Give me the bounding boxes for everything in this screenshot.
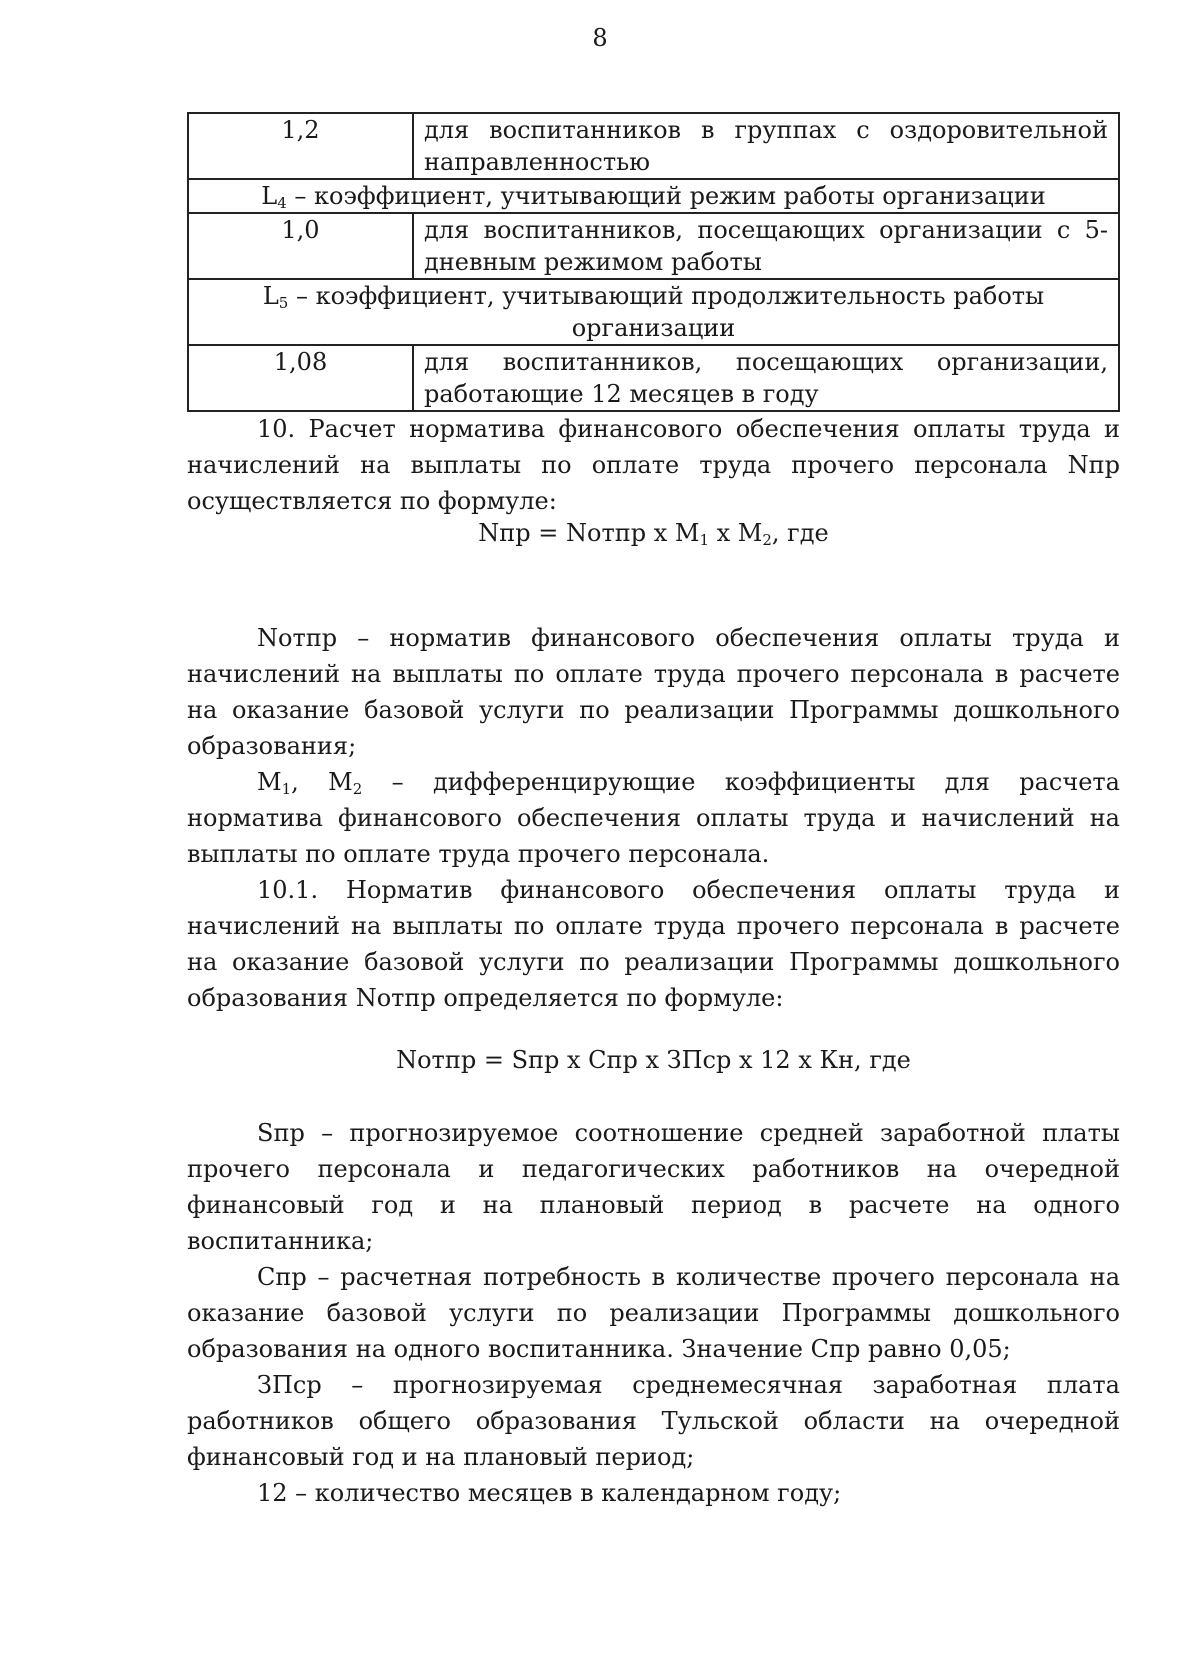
formula-notpr-text: Nотпр = Sпр x Cпр x ЗПср x 12 x Кн, где [396,1046,911,1074]
table-section-header [188,179,1119,213]
spr-definition: Sпр – прогнозируемое соотношение средней заработной платы прочего персонала и педагогических работников на очередной финансовый год и на плановый период в расчете на одного воспитанника; [187,1119,1120,1255]
coefficient-value: 1,2 [188,113,413,179]
coefficient-description: для воспитанников, посещающих организации с 5-дневным режимом работы [413,213,1119,279]
coefficient-value: 1,08 [188,345,413,411]
definition-part: – дифференцирующие коэффициенты для расчета норматива финансового обеспечения оплаты труда и начислений на выплаты по оплате труда прочего персонала. [187,768,1120,868]
section-10-block [187,411,1120,519]
cpr-definition: Cпр – расчетная потребность в количестве прочего персонала на оказание базовой услуги по реализации Программы дошкольного образования на одного воспитанника. Значение Cпр равно 0,05; [187,1263,1120,1363]
definitions-block-1 [187,620,1120,1016]
definitions-block-2 [187,1115,1120,1511]
coefficient-table [187,112,1120,412]
coefficient-subscript: 4 [277,194,287,212]
formula-notpr [187,1042,1120,1078]
coefficient-description: для воспитанников, посещающих организации, работающие 12 месяцев в году [413,345,1119,411]
page-number: 8 [592,24,608,52]
table-row [188,345,1119,411]
m-coefficients-definition [187,764,1120,872]
coefficient-description: для воспитанников в группах с оздоровительной направленностью [413,113,1119,179]
definition-part: M [257,768,282,796]
section-header-text: – коэффициент, учитывающий режим работы организации [286,182,1046,210]
table-row [188,113,1119,179]
section-header-cell [188,179,1119,213]
formula-part: x M [709,519,763,547]
table-section-header [188,279,1119,345]
notpr-definition: Nотпр – норматив финансового обеспечения оплаты труда и начислений на выплаты по оплате труда прочего персонала в расчете на оказание базовой услуги по реализации Программы дошкольного образования; [187,624,1120,760]
formula-part: Nпр = Nотпр x M [478,519,700,547]
coefficient-value: 1,0 [188,213,413,279]
formula-subscript: 2 [762,531,772,549]
definition-part: , M [291,768,353,796]
months-definition: 12 – количество месяцев в календарном году; [257,1479,842,1507]
coefficient-symbol: L [262,282,279,310]
formula-npr [187,515,1120,551]
formula-part: , где [771,519,829,547]
definition-subscript: 2 [352,780,363,798]
section-header-cell [188,279,1119,345]
paragraph-10-1: 10.1. Норматив финансового обеспечения оплаты труда и начислений на выплаты по оплате труда прочего персонала в расчете на оказание базовой услуги по реализации Программы дошкольного образования Nотпр определяется по формуле: [187,876,1120,1012]
section-header-text: – коэффициент, учитывающий продолжительность работы организации [288,282,1045,342]
formula-subscript: 1 [699,531,709,549]
table-row [188,213,1119,279]
definition-subscript: 1 [281,780,292,798]
coefficient-subscript: 5 [278,294,289,312]
coefficient-symbol: L [261,182,278,210]
zpsr-definition: ЗПср – прогнозируемая среднемесячная заработная плата работников общего образования Тульской области на очередной финансовый год и на плановый период; [187,1371,1120,1471]
paragraph-10: 10. Расчет норматива финансового обеспечения оплаты труда и начислений на выплаты по оплате труда прочего персонала Nпр осуществляется по формуле: [187,415,1120,515]
